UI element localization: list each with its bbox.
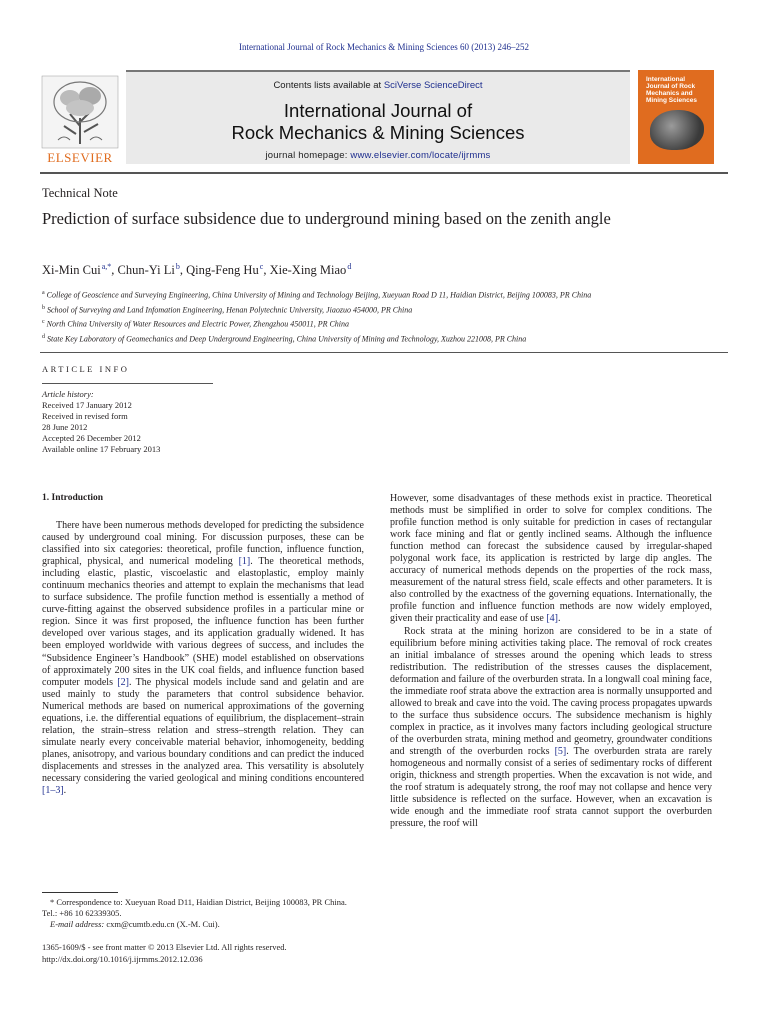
elsevier-logo [40, 74, 120, 166]
doi-link[interactable]: http://dx.doi.org/10.1016/j.ijrmms.2012.12.036 [42, 954, 203, 964]
paragraph [390, 626, 712, 831]
author-separator: , [179, 263, 187, 278]
paragraph-text: Rock strata at the mining horizon are considered to be in a state of equilibrium before mining activities taking place. The removal of rock creates an initial imbalance of stresses around the opening which leads to stress redistribution. The redistribution of the stresses causes the displacement, deformation and failure of the overburden strata. In a longwall coal mining face, the immediate roof strata above the extraction area is normally unsupported and allowed to break and cave into the void. The caving process propagates upwards to the surface thus subsidence occurs. The subsidence mechanism is highly complex in practice, as it involves many factors including geological structure of the overburden strata, mining method and geometry, groundwater conditions and strength of the overburden rocks [390, 625, 712, 757]
elsevier-wordmark: ELSEVIER [47, 150, 113, 165]
author-name[interactable]: Qing-Feng Hu [186, 263, 259, 278]
article-info-divider [40, 352, 728, 353]
article-type: Technical Note [42, 186, 118, 200]
affiliation-text: North China University of Water Resources and Electric Power, Zhengzhou 450011, PR China [46, 319, 350, 329]
running-head[interactable]: International Journal of Rock Mechanics & Mining Sciences 60 (2013) 246–252 [239, 42, 529, 52]
paragraph [390, 493, 712, 626]
affiliation-mark: c [42, 319, 45, 326]
homepage-line [126, 150, 630, 161]
affiliation-item [42, 316, 732, 331]
author-name[interactable]: Xie-Xing Miao [269, 263, 347, 278]
affiliation-text: College of Geoscience and Surveying Engineering, China University of Mining and Technology Beijing, Xueyuan Road D 11, Haidian District, Beijing 100083, PR China [46, 290, 592, 300]
paragraph-text: . The overburden strata are rarely homogeneous and normally consist of a series of sedimentary rocks of different origin, thickness and strength properties. When the excavation is not wide, and the roof stratum is adequately strong, the roof may not collapse and hence very little subsidence is reflected on the surface. However, when an excavation is wide enough and the immediate roof strata cannot support the overburden pressure, the roof will [390, 745, 712, 830]
contents-prefix: Contents lists available at [273, 80, 384, 91]
author-affiliation-mark[interactable]: d [347, 262, 352, 271]
citation-link[interactable]: [1] [238, 556, 251, 568]
affiliation-item [42, 302, 732, 317]
paragraph-text: . The physical models include sand and gelatin and are used mainly to study the parameters that control subsidence behavior. Numerical methods are based on numerical approximations of the governing equations, i.e. the differential equations of equilibrium, the displacement–strain relation, the strain–stress relation and stress–strength relation. They can simulate nearly every conceivable material behavior, inhomogeneity, bedding planes, anisotropy, and various boundary conditions and can predict the induced displacements and stresses in the analyzed area. This versatility is absolutely necessary considering the varied geological and mining conditions encountered [42, 676, 364, 784]
affiliation-text: School of Surveying and Land Infomation Engineering, Henan Polytechnic University, Jiaozuo 454000, PR China [47, 305, 413, 315]
paragraph-text: . [63, 785, 67, 797]
history-item: Available online 17 February 2013 [42, 444, 161, 454]
history-item: Received in revised form [42, 411, 128, 421]
issn-line: 1365-1609/$ - see front matter © 2013 Elsevier Ltd. All rights reserved. [42, 942, 287, 952]
header-divider [40, 172, 728, 174]
author-affiliation-mark[interactable]: b [175, 262, 180, 271]
author-separator: , [111, 263, 118, 278]
footnote-email-line [42, 919, 364, 930]
history-label: Article history: [42, 389, 94, 399]
citation-link[interactable]: [5] [554, 745, 567, 757]
sciencedirect-link[interactable]: SciVerse ScienceDirect [383, 80, 483, 91]
paragraph [42, 520, 364, 797]
paragraph-text: There have been numerous methods developed for predicting the subsidence caused by underground coal mining. For discussion purposes, these can be classified into six categories: theoretical, profile function, influence function, graphical, physical, and numerical modeling [42, 520, 364, 568]
body-column-right [390, 493, 712, 830]
affiliation-item [42, 287, 732, 302]
author-affiliation-mark[interactable]: c [259, 262, 264, 271]
paragraph-text: . The theoretical methods, including elastic, plastic, viscoelastic and elastoplastic, employ mainly continuum mechanics theories and attempt to explain the mechanisms that lead to surface subsidence. The profile function method is essentially a method of curve-fitting against the observed subsidence profiles in a particular mine or region. Since it was first proposed, the influence function has been further developed over various stages, and its application gradually widened. It has been employed worldwide with various degrees of success, and includes the “Subsidence Engineer’s Handbook” (SHE) model established on observations of approximately 200 sites in the UK coal fields, and influence function based computer models [42, 556, 364, 688]
body-column-left [42, 520, 364, 797]
cover-title: International Journal of Rock Mechanics and Mining Sciences [646, 76, 697, 104]
affiliation-mark: a [42, 290, 45, 296]
article-history [42, 389, 160, 455]
affiliation-mark: d [42, 333, 45, 340]
citation-link[interactable]: [1–3] [42, 785, 64, 797]
affiliation-mark: b [42, 304, 45, 311]
author-name[interactable]: Chun-Yi Li [117, 263, 175, 278]
citation-link[interactable]: [4] [546, 613, 558, 625]
journal-title-box [126, 70, 630, 164]
footnote-address: * Correspondence to: Xueyuan Road D11, Haidian District, Beijing 100083, PR China. Tel.: +86 10 62339305. [42, 897, 347, 918]
affiliation-item [42, 331, 732, 346]
journal-header [40, 70, 714, 170]
paragraph-text: . [558, 613, 561, 625]
contents-line [126, 80, 630, 91]
journal-cover-thumbnail [638, 70, 714, 164]
article-info-heading: ARTICLE INFO [42, 364, 130, 374]
journal-title-line2: Rock Mechanics & Mining Sciences [231, 122, 525, 143]
footnote-divider [42, 892, 118, 893]
section-heading-introduction: 1. Introduction [42, 493, 104, 503]
article-info-underline [42, 383, 213, 384]
cover-image [650, 110, 704, 150]
author-separator: , [263, 263, 270, 278]
history-item: Accepted 26 December 2012 [42, 433, 141, 443]
author-affiliation-mark[interactable]: a,* [101, 262, 112, 271]
author-name[interactable]: Xi-Min Cui [42, 263, 101, 278]
journal-title [126, 100, 630, 144]
author-list [42, 262, 351, 278]
email-label: E-mail address: [50, 919, 107, 929]
affiliation-text: State Key Laboratory of Geomechanics and Deep Underground Engineering, China University of Mining and Technology, Xuzhou 221008, PR China [47, 334, 527, 344]
history-item: Received 17 January 2012 [42, 400, 132, 410]
email-address[interactable]: cxm@cumtb.edu.cn (X.-M. Cui). [106, 919, 220, 929]
correspondence-footnote [42, 897, 364, 930]
citation-link[interactable]: [2] [117, 676, 129, 688]
paragraph-text: However, some disadvantages of these methods exist in practice. Theoretical methods must be simplified in order to solve for complex conditions. The profile function method is only suitable for prediction in cases of rectangular work face mining and flat or gently inclined seams. Although the influence function method can forecast the subsidence caused by irregular-shaped polygonal work face, its application is restricted by large dip angles. The accuracy of numerical methods depends on the properties of the rock mass, measurement of the natural stress field, scale effects and other parameters. It is also controlled by the exactness of the governing equations. Internationally, the profile function and influence function methods are now widely employed, given their practicality and ease of use [390, 493, 712, 625]
history-item: 28 June 2012 [42, 422, 88, 432]
publication-info [42, 941, 287, 965]
affiliations [42, 287, 732, 346]
homepage-link[interactable]: www.elsevier.com/locate/ijrmms [350, 150, 491, 161]
homepage-prefix: journal homepage: [265, 150, 351, 161]
article-title: Prediction of surface subsidence due to underground mining based on the zenith angle [42, 209, 611, 228]
journal-title-line1: International Journal of [283, 100, 473, 121]
